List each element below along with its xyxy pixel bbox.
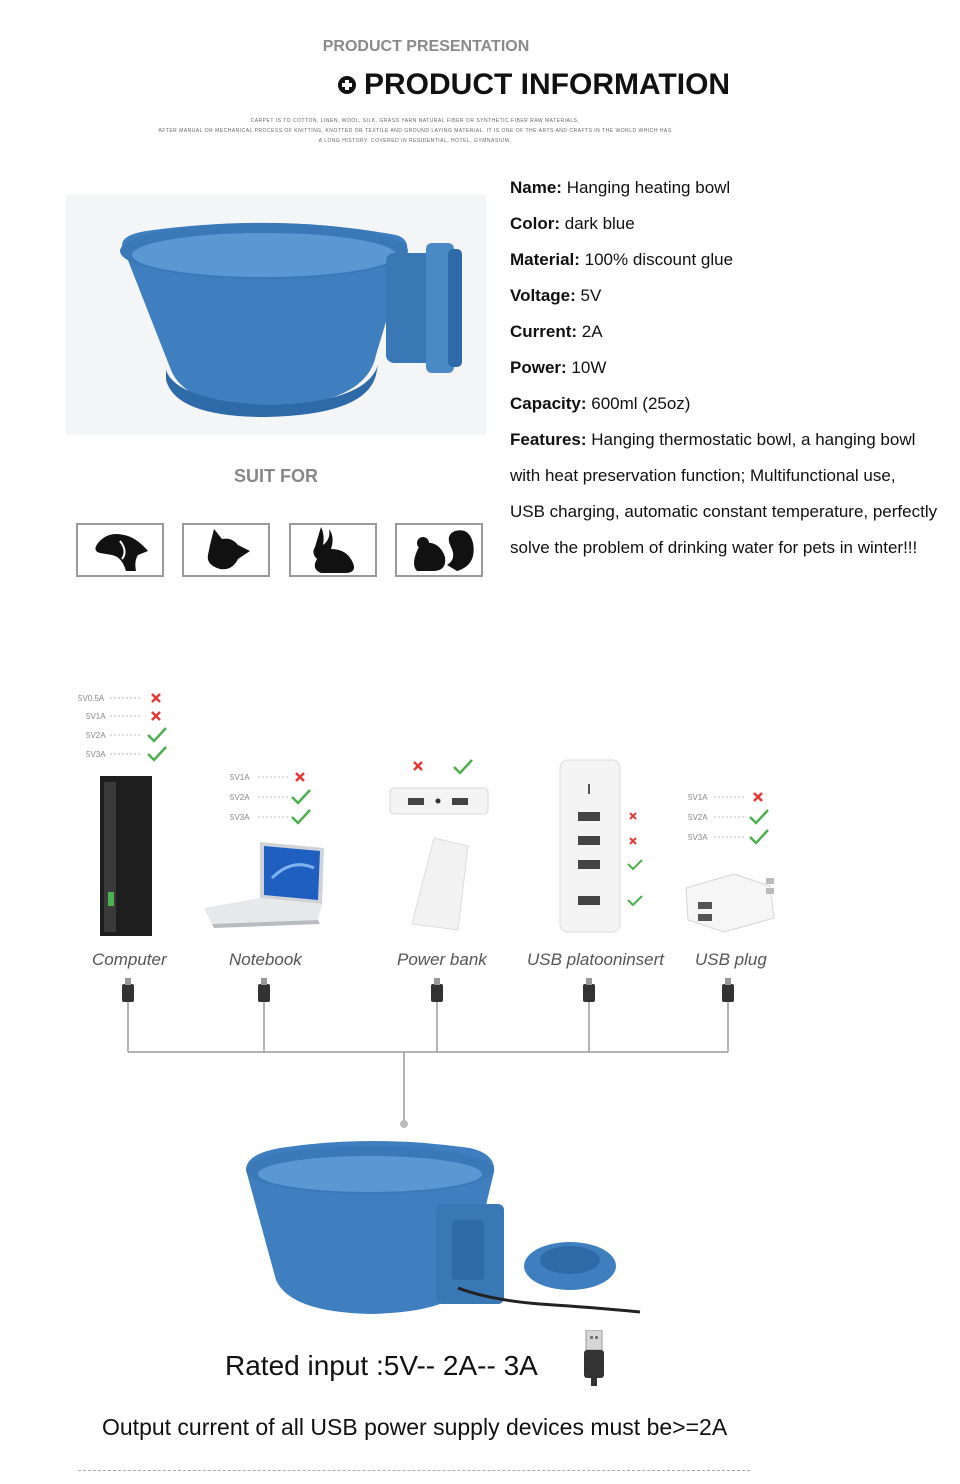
power-bank-image — [388, 758, 492, 938]
spec-label: Material: — [510, 250, 580, 269]
spec-label: Capacity: — [510, 394, 587, 413]
svg-text:5V3A: 5V3A — [230, 813, 250, 822]
spec-features — [510, 430, 915, 450]
spec-label: Power: — [510, 358, 567, 377]
bowl-product-image — [66, 195, 486, 435]
suit-for-label: SUIT FOR — [234, 466, 318, 486]
features-line: USB charging, automatic constant temperature, perfectly — [510, 502, 938, 521]
spec-text: 5V3A — [86, 750, 106, 759]
usb-strip-image — [556, 758, 646, 938]
cable-diagram — [110, 976, 750, 1134]
computer-spec-list — [76, 690, 176, 762]
spec-value: 600ml (25oz) — [586, 394, 691, 413]
fine-print-line: CARPET IS TO COTTON, LINEN, WOOL, SILK, GRASS YARN NATURAL FIBER OR SYNTHETIC FIBER RAW MATERIALS, — [250, 118, 580, 124]
device-label-usb-strip: USB platooninsert — [527, 950, 665, 969]
spec-value: 2A — [577, 322, 603, 341]
usb-plug-image — [682, 870, 782, 934]
product-information-label: PRODUCT INFORMATION — [364, 68, 731, 101]
svg-text:5V2A: 5V2A — [230, 793, 250, 802]
spec-value: 10W — [566, 358, 607, 377]
features-line: solve the problem of drinking water for pets in winter!!! — [510, 538, 918, 557]
bowl-with-cable-image — [240, 1140, 650, 1320]
usb-connector-icon — [722, 984, 734, 1002]
device-label-usb-plug: USB plug — [695, 950, 767, 969]
spec-name — [510, 178, 730, 198]
rated-input-text: Rated input :5V-- 2A-- 3A — [225, 1350, 538, 1381]
spec-capacity — [510, 394, 690, 414]
pet-box-dog — [76, 523, 164, 577]
device-label-computer: Computer — [92, 950, 167, 969]
spec-label: Color: — [510, 214, 561, 233]
usb-connector-icon — [583, 984, 595, 1002]
cat-icon — [184, 525, 268, 575]
usb-connector-icon — [431, 984, 443, 1002]
spec-value: 5V — [575, 286, 602, 305]
notebook-image — [202, 838, 326, 930]
plus-circle-icon — [338, 76, 356, 94]
spec-color — [510, 214, 635, 234]
pet-box-squirrel — [395, 523, 483, 577]
squirrel-icon — [397, 525, 481, 575]
device-label-power-bank: Power bank — [397, 950, 487, 969]
fine-print-line: A LONG HISTORY. COVERED IN RESIDENTIAL, HOTEL, GYMNASIUM, — [318, 138, 512, 144]
spec-label: Features: — [510, 430, 587, 449]
rabbit-icon — [291, 525, 375, 575]
presentation-heading: PRODUCT PRESENTATION — [322, 38, 530, 55]
spec-text: 5V2A — [86, 731, 106, 740]
svg-text:5V3A: 5V3A — [688, 833, 708, 842]
device-label-notebook: Notebook — [229, 950, 302, 969]
spec-voltage — [510, 286, 601, 306]
divider — [78, 1470, 750, 1471]
pet-box-cat — [182, 523, 270, 577]
usb-plug-spec-list — [684, 788, 784, 846]
fine-print-line: AFTER MANUAL OR MECHANICAL PROCESS OF KNITTING, KNOTTED OR TEXTILE AND GROUND LAYING MATERIAL. IT IS ONE OF THE ARTS AND CRAFTS IN THE WORLD WHICH HAS — [158, 128, 672, 134]
dog-icon — [78, 525, 162, 575]
computer-tower-image — [98, 774, 154, 938]
spec-value: Hanging thermostatic bowl, a hanging bowl — [586, 430, 916, 449]
notebook-spec-list — [226, 768, 326, 826]
svg-text:5V1A: 5V1A — [230, 773, 250, 782]
usb-connector-icon — [582, 1330, 608, 1386]
product-information-title — [338, 68, 730, 102]
pet-box-rabbit — [289, 523, 377, 577]
spec-label: Name: — [510, 178, 562, 197]
spec-text: 5V0.5A — [78, 694, 105, 703]
usb-connector-icon — [122, 984, 134, 1002]
spec-label: Voltage: — [510, 286, 576, 305]
svg-text:5V2A: 5V2A — [688, 813, 708, 822]
spec-value: Hanging heating bowl — [561, 178, 731, 197]
usb-connector-icon — [258, 984, 270, 1002]
spec-material — [510, 250, 733, 270]
spec-label: Current: — [510, 322, 578, 341]
spec-text: 5V1A — [86, 712, 106, 721]
features-line: with heat preservation function; Multifunctional use, — [510, 466, 896, 485]
output-current-note: Output current of all USB power supply devices must be>=2A — [102, 1414, 728, 1440]
spec-value: dark blue — [560, 214, 635, 233]
svg-text:5V1A: 5V1A — [688, 793, 708, 802]
spec-value: 100% discount glue — [579, 250, 734, 269]
spec-power — [510, 358, 606, 378]
spec-current — [510, 322, 603, 342]
